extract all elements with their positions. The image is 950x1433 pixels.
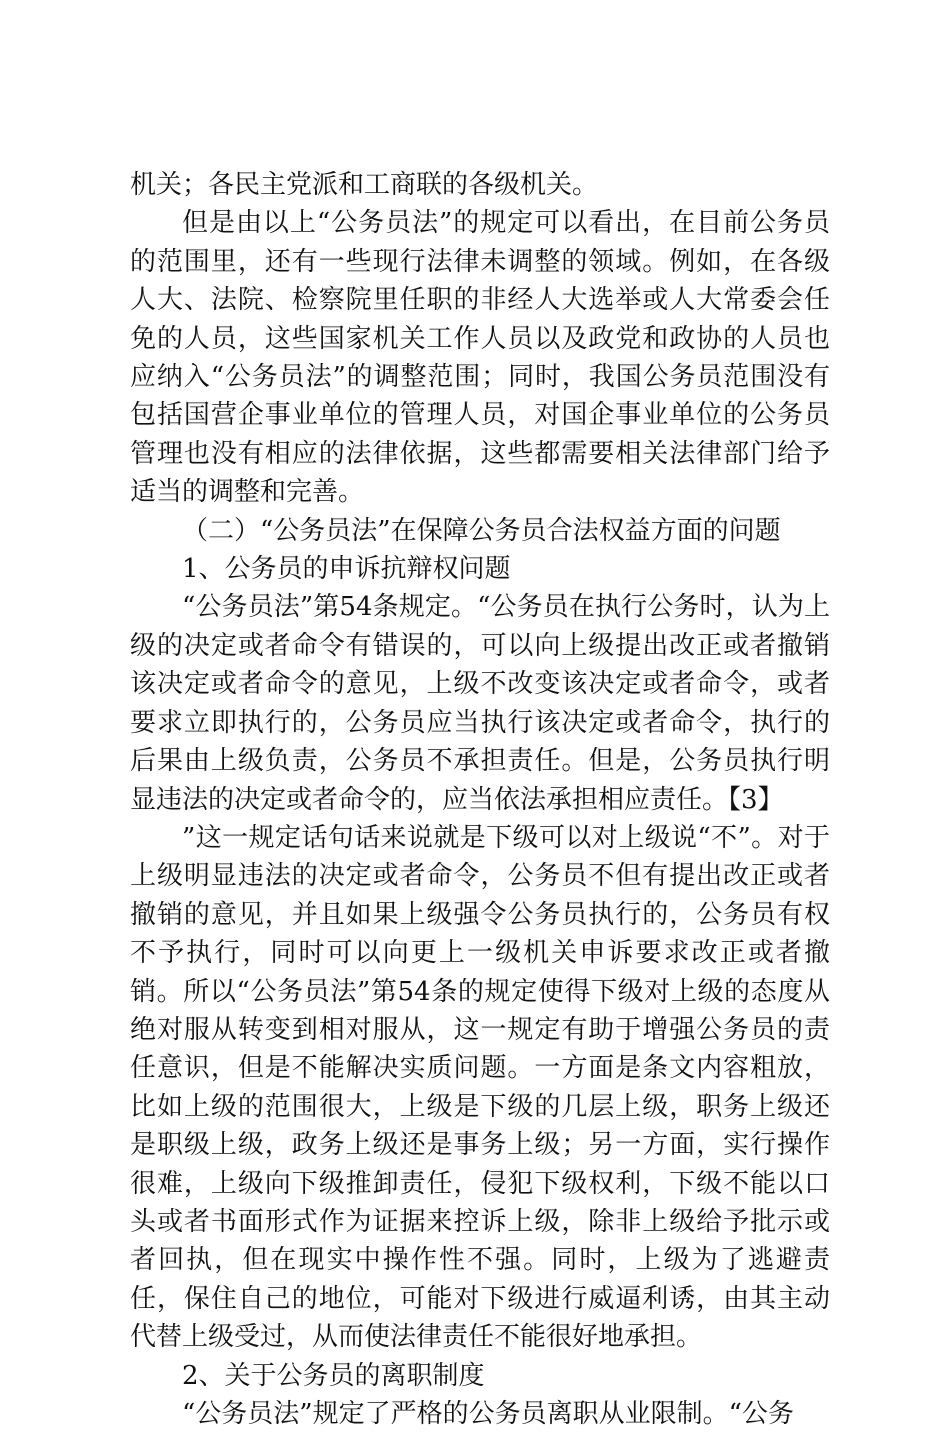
paragraph-article-54: “公务员法”第54条规定。“公务员在执行公务时，认为上级的决定或者命令有错误的，可以向上级提出改正或者撤销该决定或者命令的意见，上级不改变该决定或者命令，或者要求立即执行的，公务员应当执行该决定或者命令，执行的后果由上级负责，公务员不承担责任。但是，公务员执行明显违法的决定或者命令的，应当依法承担相应责任。【3】 xyxy=(130,592,830,815)
subsection-heading-appeal: 1、公务员的申诉抗辩权问题 xyxy=(182,554,511,585)
paragraph-continuation: 机关；各民主党派和工商联的各级机关。 xyxy=(130,170,599,200)
subsection-heading-resignation: 2、关于公务员的离职制度 xyxy=(182,1360,485,1391)
document-body xyxy=(130,166,830,1433)
paragraph-analysis: ”这一规定话句话来说就是下级可以对上级说“不”。对于上级明显违法的决定或者命令，公务员不但有提出改正或者撤销的意见，并且如果上级强令公务员执行的，公务员有权不予执行，同时可以向更上一级机关申诉要求改正或者撤销。所以“公务员法”第54条的规定使得下级对上级的态度从绝对服从转变到相对服从，这一规定有助于增强公务员的责任意识，但是不能解决实质问题。一方面是条文内容粗放，比如上级的范围很大，上级是下级的几层上级，职务上级还是职级上级，政务上级还是事务上级；另一方面，实行操作很难，上级向下级推卸责任，侵犯下级权利，下级不能以口头或者书面形式作为证据来控诉上级，除非上级给予批示或者回执，但在现实中操作性不强。同时，上级为了逃避责任，保住自己的地位，可能对下级进行威逼利诱，由其主动代替上级受过，从而使法律责任不能很好地承担。 xyxy=(130,822,830,1353)
paragraph-scope-issues: 但是由以上“公务员法”的规定可以看出，在目前公务员的范围里，还有一些现行法律未调整的领域。例如，在各级人大、法院、检察院里任职的非经人大选举或人大常委会任免的人员，这些国家机关工作人员以及政党和政协的人员也应纳入“公务员法”的调整范围；同时，我国公务员范围没有包括国营企事业单位的管理人员，对国企事业单位的公务员管理也没有相应的法律依据，这些都需要相关法律部门给予适当的调整和完善。 xyxy=(130,208,830,508)
paragraph-resignation: “公务员法”规定了严格的公务员离职从业限制。“公务 xyxy=(182,1399,794,1429)
section-heading-rights: （二）“公务员法”在保障公务员合法权益方面的问题 xyxy=(182,515,781,546)
